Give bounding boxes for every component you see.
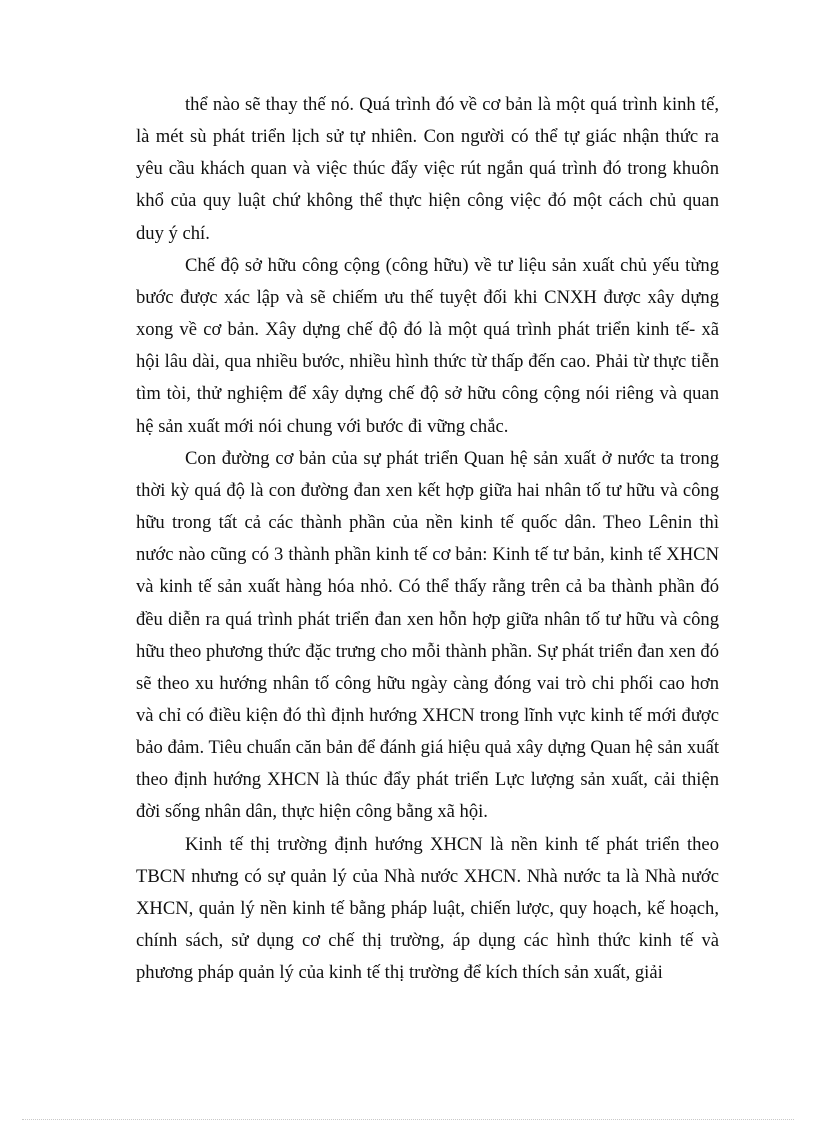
page-bottom-divider <box>22 1119 794 1120</box>
paragraph-2: Chế độ sở hữu công cộng (công hữu) về tư liệu sản xuất chủ yếu từng bước được xác lập và sẽ chiếm ưu thế tuyệt đối khi CNXH được xây dựng xong về cơ bản. Xây dựng chế độ đó là một quá trình phát triển kinh tế- xã hội lâu dài, qua nhiều bước, nhiều hình thức từ thấp đến cao. Phải từ thực tiễn tìm tòi, thử nghiệm để xây dựng chế độ sở hữu công cộng nói riêng và quan hệ sản xuất mới nói chung với bước đi vững chắc. <box>136 254 719 437</box>
paragraph-3: Con đường cơ bản của sự phát triển Quan hệ sản xuất ở nước ta trong thời kỳ quá độ là con đường đan xen kết hợp giữa hai nhân tố tư hữu và công hữu trong tất cả các thành phần của nền kinh tế quốc dân. Theo Lênin thì nước nào cũng có 3 thành phần kinh tế cơ bản: Kinh tế tư bản, kinh tế XHCN và kinh tế sản xuất hàng hóa nhỏ. Có thể thấy rằng trên cả ba thành phần đó đều diễn ra quá trình phát triển đan xen hỗn hợp giữa nhân tố tư hữu và công hữu theo phương thức đặc trưng cho mỗi thành phần. Sự phát triển đan xen đó sẽ theo xu hướng nhân tố công hữu ngày càng đóng vai trò chi phối cao hơn và chỉ có điều kiện đó thì định hướng XHCN trong lĩnh vực kinh tế mới được bảo đảm. Tiêu chuẩn căn bản để đánh giá hiệu quả xây dựng Quan hệ sản xuất theo định hướng XHCN là thúc đẩy phát triển Lực lượng sản xuất, cải thiện đời sống nhân dân, thực hiện công bằng xã hội. <box>136 447 719 823</box>
paragraph-4: Kinh tế thị trường định hướng XHCN là nền kinh tế phát triển theo TBCN nhưng có sự quản lý của Nhà nước XHCN. Nhà nước ta là Nhà nước XHCN, quản lý nền kinh tế bằng pháp luật, chiến lược, quy hoạch, kế hoạch, chính sách, sử dụng cơ chế thị trường, áp dụng các hình thức kinh tế và phương pháp quản lý của kinh tế thị trường để kích thích sản xuất, giải <box>136 833 719 984</box>
paragraph-1: thể nào sẽ thay thế nó. Quá trình đó về cơ bản là một quá trình kinh tế, là mét sù phát triển lịch sử tự nhiên. Con người có thể tự giác nhận thức ra yêu cầu khách quan và việc thúc đẩy việc rút ngắn quá trình đó trong khuôn khổ của quy luật chứ không thể thực hiện công việc đó một cách chủ quan duy ý chí. <box>136 94 719 244</box>
body-text <box>136 89 719 989</box>
